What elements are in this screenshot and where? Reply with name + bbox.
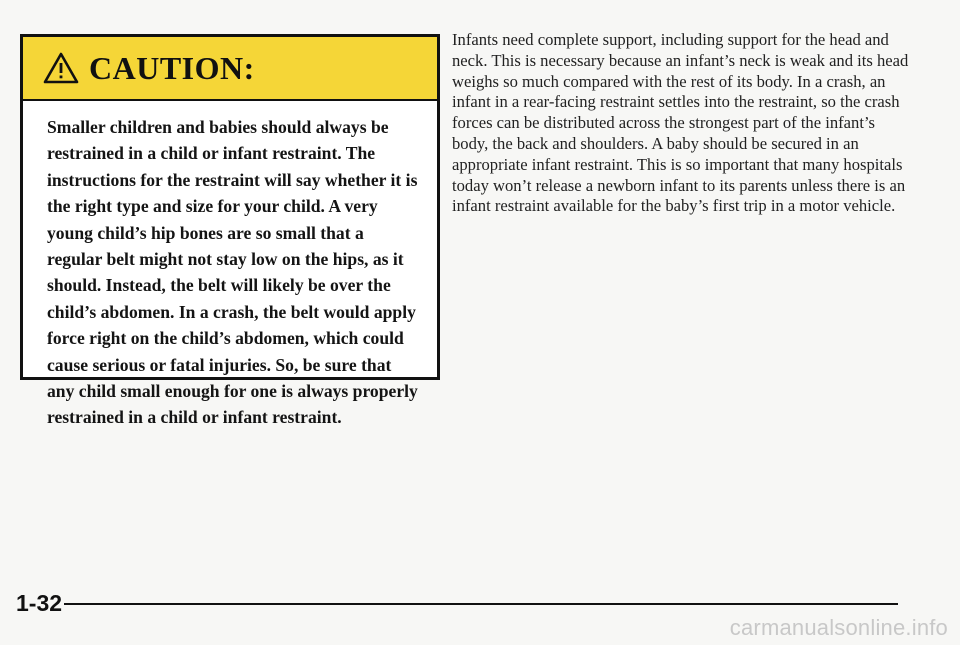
- caution-text: Smaller children and babies should always be restrained in a child or infant restraint. The instructions for the restraint will say whether it is the right type and size for your child. A very young child’s hip bones are so small that a regular belt might not stay low on the hips, as it should. Instead, the belt will likely be over the child’s abdomen. In a crash, the belt would apply force right on the child’s abdomen, which could cause serious or fatal injuries. So, be sure that any child small enough for one is always properly restrained in a child or infant restraint.: [47, 117, 418, 428]
- body-paragraph: Infants need complete support, including support for the head and neck. This is necessary because an infant’s neck is weak and its head weighs so much compared with the rest of its body. In a crash, an infant in a rear-facing restraint settles into the restraint, so the crash forces can be distributed across the strongest part of the infant’s body, the back and shoulders. A baby should be secured in an appropriate infant restraint. This is so important that many hospitals today won’t release a newborn infant to its parents unless there is an infant restraint available for the baby’s first trip in a motor vehicle.: [452, 30, 909, 216]
- warning-triangle-icon: [43, 52, 79, 84]
- watermark: carmanualsonline.info: [729, 615, 948, 640]
- footer-rule: [64, 603, 898, 605]
- page-number: 1-32: [16, 590, 63, 616]
- caution-box: [20, 34, 440, 428]
- caution-title: CAUTION:: [89, 49, 255, 86]
- caution-header: [23, 37, 437, 101]
